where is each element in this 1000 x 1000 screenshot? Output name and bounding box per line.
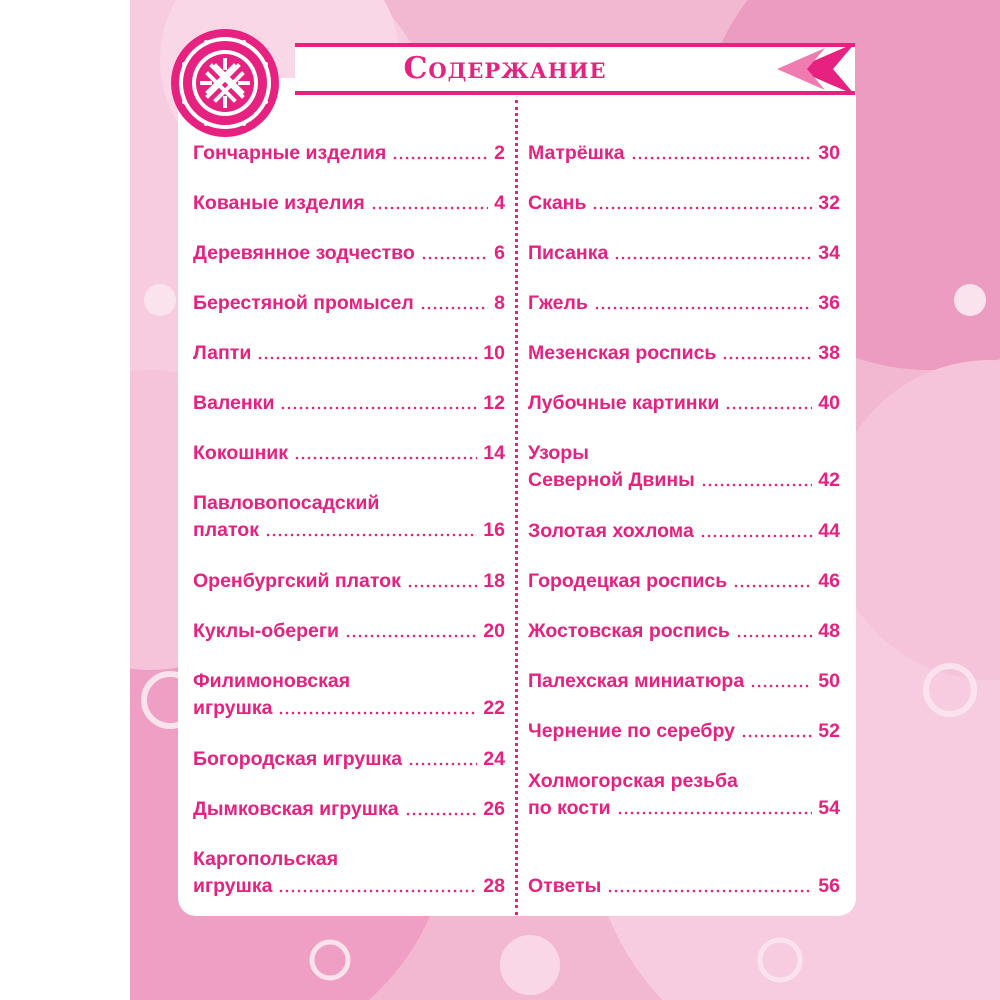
toc-page-number: 6 — [494, 242, 505, 264]
toc-entry — [528, 618, 840, 645]
toc-leader-dots — [345, 634, 477, 638]
toc-page-number: 24 — [483, 748, 505, 770]
toc-entry — [528, 440, 840, 494]
toc-entry — [528, 873, 840, 900]
toc-entry-title: Жостовская роспись — [528, 620, 730, 642]
toc-entry-title: Кокошник — [193, 442, 289, 464]
toc-entry-title: Кованые изделия — [193, 192, 365, 214]
toc-page-number: 52 — [818, 720, 840, 742]
toc-entry-title: Куклы-обереги — [193, 620, 339, 642]
toc-page-number: 12 — [483, 392, 505, 414]
toc-leader-dots — [722, 356, 812, 360]
toc-entry-title: Матрёшка — [528, 142, 625, 164]
toc-entry-title: Деревянное зодчество — [193, 242, 415, 264]
toc-entry — [528, 668, 840, 695]
toc-entry-title: Палехская миниатюра — [528, 670, 745, 692]
toc-entry — [528, 718, 840, 745]
toc-entry — [193, 290, 505, 317]
toc-entry — [193, 568, 505, 595]
toc-page-number: 22 — [483, 697, 505, 719]
toc-entry-title: Мезенская роспись — [528, 342, 717, 364]
lattice-ornament-icon — [170, 28, 280, 138]
toc-page-number: 40 — [818, 392, 840, 414]
toc-entry-title: Холмогорская резьба — [528, 770, 738, 792]
toc-entry — [528, 190, 840, 217]
toc-entry-title: Гжель — [528, 292, 588, 314]
toc-entry-title: Лубочные картинки — [528, 392, 720, 414]
toc-page-number: 38 — [818, 342, 840, 364]
toc-entry — [193, 618, 505, 645]
toc-page-number: 14 — [483, 442, 505, 464]
toc-entry — [193, 390, 505, 417]
toc-leader-dots — [257, 356, 477, 360]
toc-leader-dots — [701, 483, 812, 487]
toc-entry-title: по кости — [528, 797, 611, 819]
toc-page-number: 8 — [494, 292, 505, 314]
toc-page-number: 18 — [483, 570, 505, 592]
toc-leader-dots — [294, 456, 477, 460]
toc-entry-title: Берестяной промысел — [193, 292, 414, 314]
toc-leader-dots — [420, 306, 488, 310]
toc-page-number: 26 — [483, 798, 505, 820]
toc-page-number: 32 — [818, 192, 840, 214]
column-divider — [515, 100, 518, 915]
toc-leader-dots — [741, 734, 812, 738]
toc-entry — [193, 846, 505, 900]
toc-entry — [528, 140, 840, 167]
toc-entry-title: Филимоновская — [193, 670, 351, 692]
toc-entry-title: Валенки — [193, 392, 275, 414]
toc-page-number: 10 — [483, 342, 505, 364]
toc-page-number: 48 — [818, 620, 840, 642]
toc-leader-dots — [278, 711, 477, 715]
toc-leader-dots — [278, 889, 477, 893]
toc-entry-title: Золотая хохлома — [528, 520, 694, 542]
toc-page-number: 56 — [818, 875, 840, 897]
toc-entry-title: игрушка — [193, 697, 273, 719]
toc-entry-title: Павловопосадский — [193, 492, 380, 514]
toc-leader-dots — [407, 584, 477, 588]
toc-leader-dots — [725, 406, 812, 410]
toc-entry-title: Дымковская игрушка — [193, 798, 399, 820]
book-page — [130, 0, 1000, 1000]
toc-entry — [193, 240, 505, 267]
toc-leader-dots — [265, 533, 477, 537]
toc-page-number: 16 — [483, 519, 505, 541]
toc-entry-title: Оренбургский платок — [193, 570, 401, 592]
toc-entry — [193, 796, 505, 823]
toc-leader-dots — [607, 889, 812, 893]
toc-leader-dots — [421, 256, 488, 260]
toc-leader-dots — [280, 406, 477, 410]
toc-entry — [193, 340, 505, 367]
toc-leader-dots — [631, 156, 813, 160]
toc-page-number: 20 — [483, 620, 505, 642]
toc-leader-dots — [594, 306, 812, 310]
toc-entry — [193, 746, 505, 773]
toc-leader-dots — [592, 206, 812, 210]
toc-leader-dots — [736, 634, 812, 638]
toc-page-number: 46 — [818, 570, 840, 592]
toc-entry — [193, 190, 505, 217]
toc-entry — [528, 390, 840, 417]
toc-entry — [193, 668, 505, 722]
toc-page-number: 2 — [494, 142, 505, 164]
toc-leader-dots — [617, 811, 813, 815]
toc-entry-title: Гончарные изделия — [193, 142, 387, 164]
toc-entry-title: Ответы — [528, 875, 602, 897]
toc-entry-title: Чернение по серебру — [528, 720, 735, 742]
toc-entry-title: платок — [193, 519, 259, 541]
toc-entry-title: игрушка — [193, 875, 273, 897]
toc-entry — [528, 340, 840, 367]
toc-entry — [528, 518, 840, 545]
toc-entry — [528, 240, 840, 267]
toc-entry-title: Городецкая роспись — [528, 570, 728, 592]
toc-entry-title: Лапти — [193, 342, 252, 364]
toc-page-number: 30 — [818, 142, 840, 164]
page-title: Содержание — [403, 51, 607, 86]
toc-page-number: 36 — [818, 292, 840, 314]
toc-entry-title: Узоры — [528, 442, 589, 464]
toc-leader-dots — [733, 584, 812, 588]
toc-page-number: 42 — [818, 469, 840, 491]
toc-entry-title: Каргопольская — [193, 848, 339, 870]
toc-entry-title: Северной Двины — [528, 469, 695, 491]
toc-page-number: 34 — [818, 242, 840, 264]
toc-leader-dots — [405, 812, 478, 816]
toc-entry — [193, 490, 505, 544]
toc-page-number: 50 — [818, 670, 840, 692]
toc-entry — [528, 290, 840, 317]
toc-page-number: 28 — [483, 875, 505, 897]
toc-leader-dots — [700, 534, 812, 538]
toc-entry — [528, 568, 840, 595]
toc-page-number: 54 — [818, 797, 840, 819]
toc-leader-dots — [371, 206, 488, 210]
toc-page-number: 4 — [494, 192, 505, 214]
toc-entry — [193, 140, 505, 167]
toc-entry-title: Скань — [528, 192, 587, 214]
toc-leader-dots — [614, 256, 812, 260]
toc-entry — [193, 440, 505, 467]
toc-page-number: 44 — [818, 520, 840, 542]
toc-leader-dots — [750, 684, 812, 688]
toc-entry — [528, 768, 840, 822]
toc-leader-dots — [392, 156, 488, 160]
toc-entry-title: Писанка — [528, 242, 609, 264]
toc-leader-dots — [408, 762, 477, 766]
toc-entry-title: Богородская игрушка — [193, 748, 403, 770]
